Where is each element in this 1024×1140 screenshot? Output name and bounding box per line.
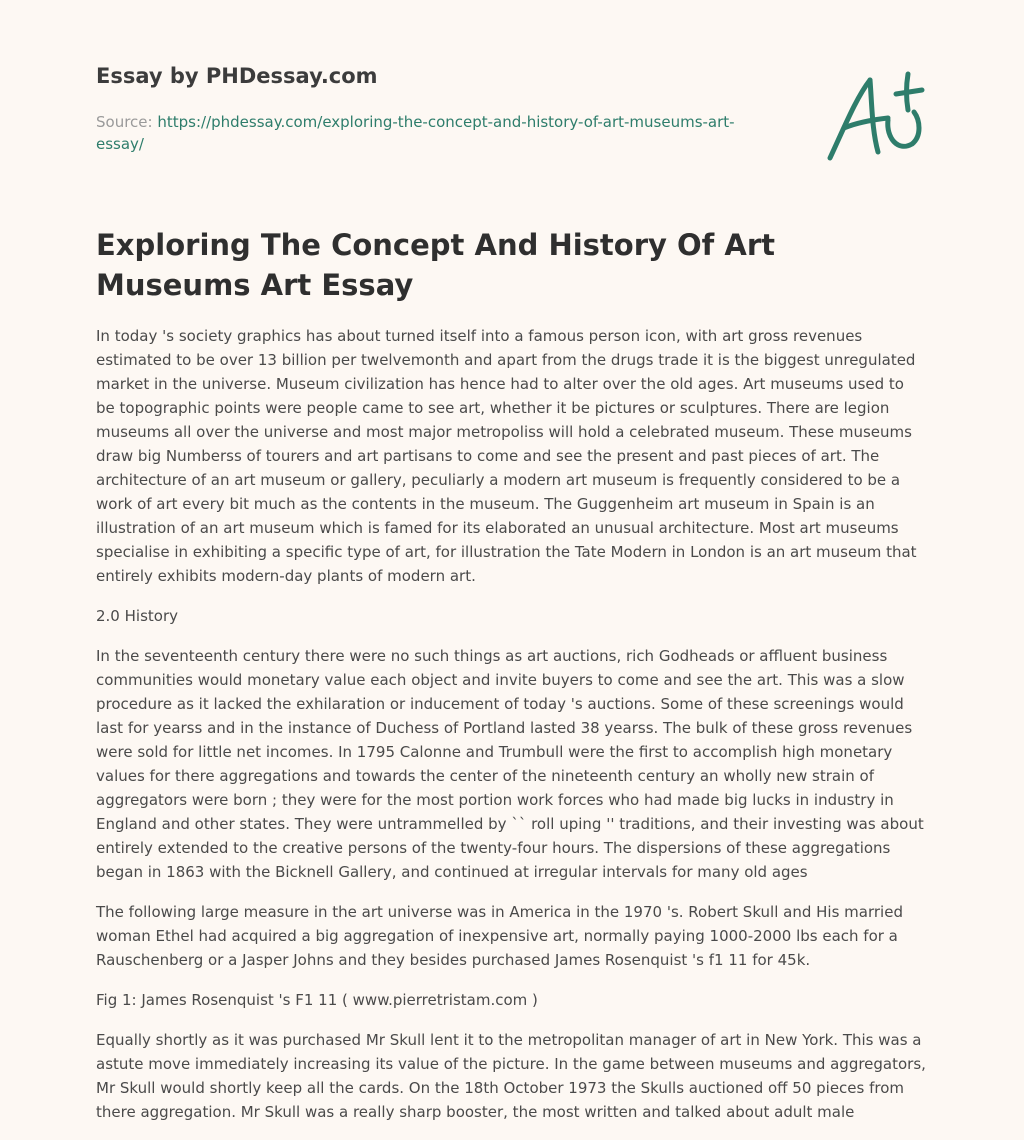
paragraph: In today 's society graphics has about turned itself into a famous person icon, with art gross revenues estimated to be over 13 billion per twelvemonth and apart from the drugs trade it is the biggest unregulated market in the universe. Museum civilization has hence had to alter over the old ages. Art museums used to be topographic points were people came to see art, whether it be pictures or sculptures. There are legion museums all over the universe and most major metropoliss will hold a celebrated museum. These museums draw big Numberss of tourers and art partisans to come and see the present and past pieces of art. The architecture of an art museum or gallery, peculiarly a modern art museum is frequently considered to be a work of art every bit much as the contents in the museum. The Guggenheim art museum in Spain is an illustration of an art museum which is famed for its elaborated an unusual architecture. Most art museums specialise in exhibiting a specific type of art, for illustration the Tate Modern in London is an art museum that entirely exhibits modern-day plants of modern art.: [96, 327, 917, 585]
source-label: Source:: [96, 113, 153, 131]
essay-body: [96, 324, 926, 1140]
a-plus-logo: [826, 68, 926, 164]
figure-caption: Fig 1: James Rosenquist 's F1 11 ( www.pierretristam.com ): [96, 991, 538, 1009]
paragraph: In the seventeenth century there were no such things as art auctions, rich Godheads or affluent business communities would monetary value each object and invite buyers to come and see the art. This was a slow procedure as it lacked the exhilaration or inducement of today 's auctions. Some of these screenings would last for yearss and in the instance of Duchess of Portland lasted 38 yearss. The bulk of these gross revenues were sold for little net incomes. In 1795 Calonne and Trumbull were the first to accomplish high monetary values for there aggregations and towards the center of the nineteenth century an wholly new strain of aggregators were born ; they were for the most portion work forces who had made big lucks in industry in England and other states. They were untrammelled by `` roll uping '' traditions, and their investing was about entirely extended to the creative persons of the twenty-four hours. The dispersions of these aggregations began in 1863 with the Bicknell Gallery, and continued at irregular intervals for many old ages: [96, 647, 924, 881]
site-title: Essay by PHDessay.com: [96, 64, 378, 88]
section-heading: 2.0 History: [96, 607, 178, 625]
a-plus-logo-icon: [826, 68, 926, 164]
source-link[interactable]: https://phdessay.com/exploring-the-concept-and-history-of-art-museums-art-essay/: [96, 113, 735, 153]
essay-title: Exploring The Concept And History Of Art Museums Art Essay: [96, 228, 775, 302]
source-line: [96, 111, 736, 155]
paragraph: The following large measure in the art universe was in America in the 1970 's. Robert Skull and His married woman Ethel had acquired a big aggregation of inexpensive art, normally paying 1000-2000 lbs each for a Rauschenberg or a Jasper Johns and they besides purchased James Rosenquist 's f1 11 for 45k.: [96, 903, 903, 969]
paragraph: Equally shortly as it was purchased Mr Skull lent it to the metropolitan manager of art in New York. This was a astute move immediately increasing its value of the picture. In the game between museums and aggregators, Mr Skull would shortly keep all the cards. On the 18th October 1973 the Skulls auctioned off 50 pieces from there aggregation. Mr Skull was a really sharp booster, the most written and talked about adult male: [96, 1031, 926, 1121]
